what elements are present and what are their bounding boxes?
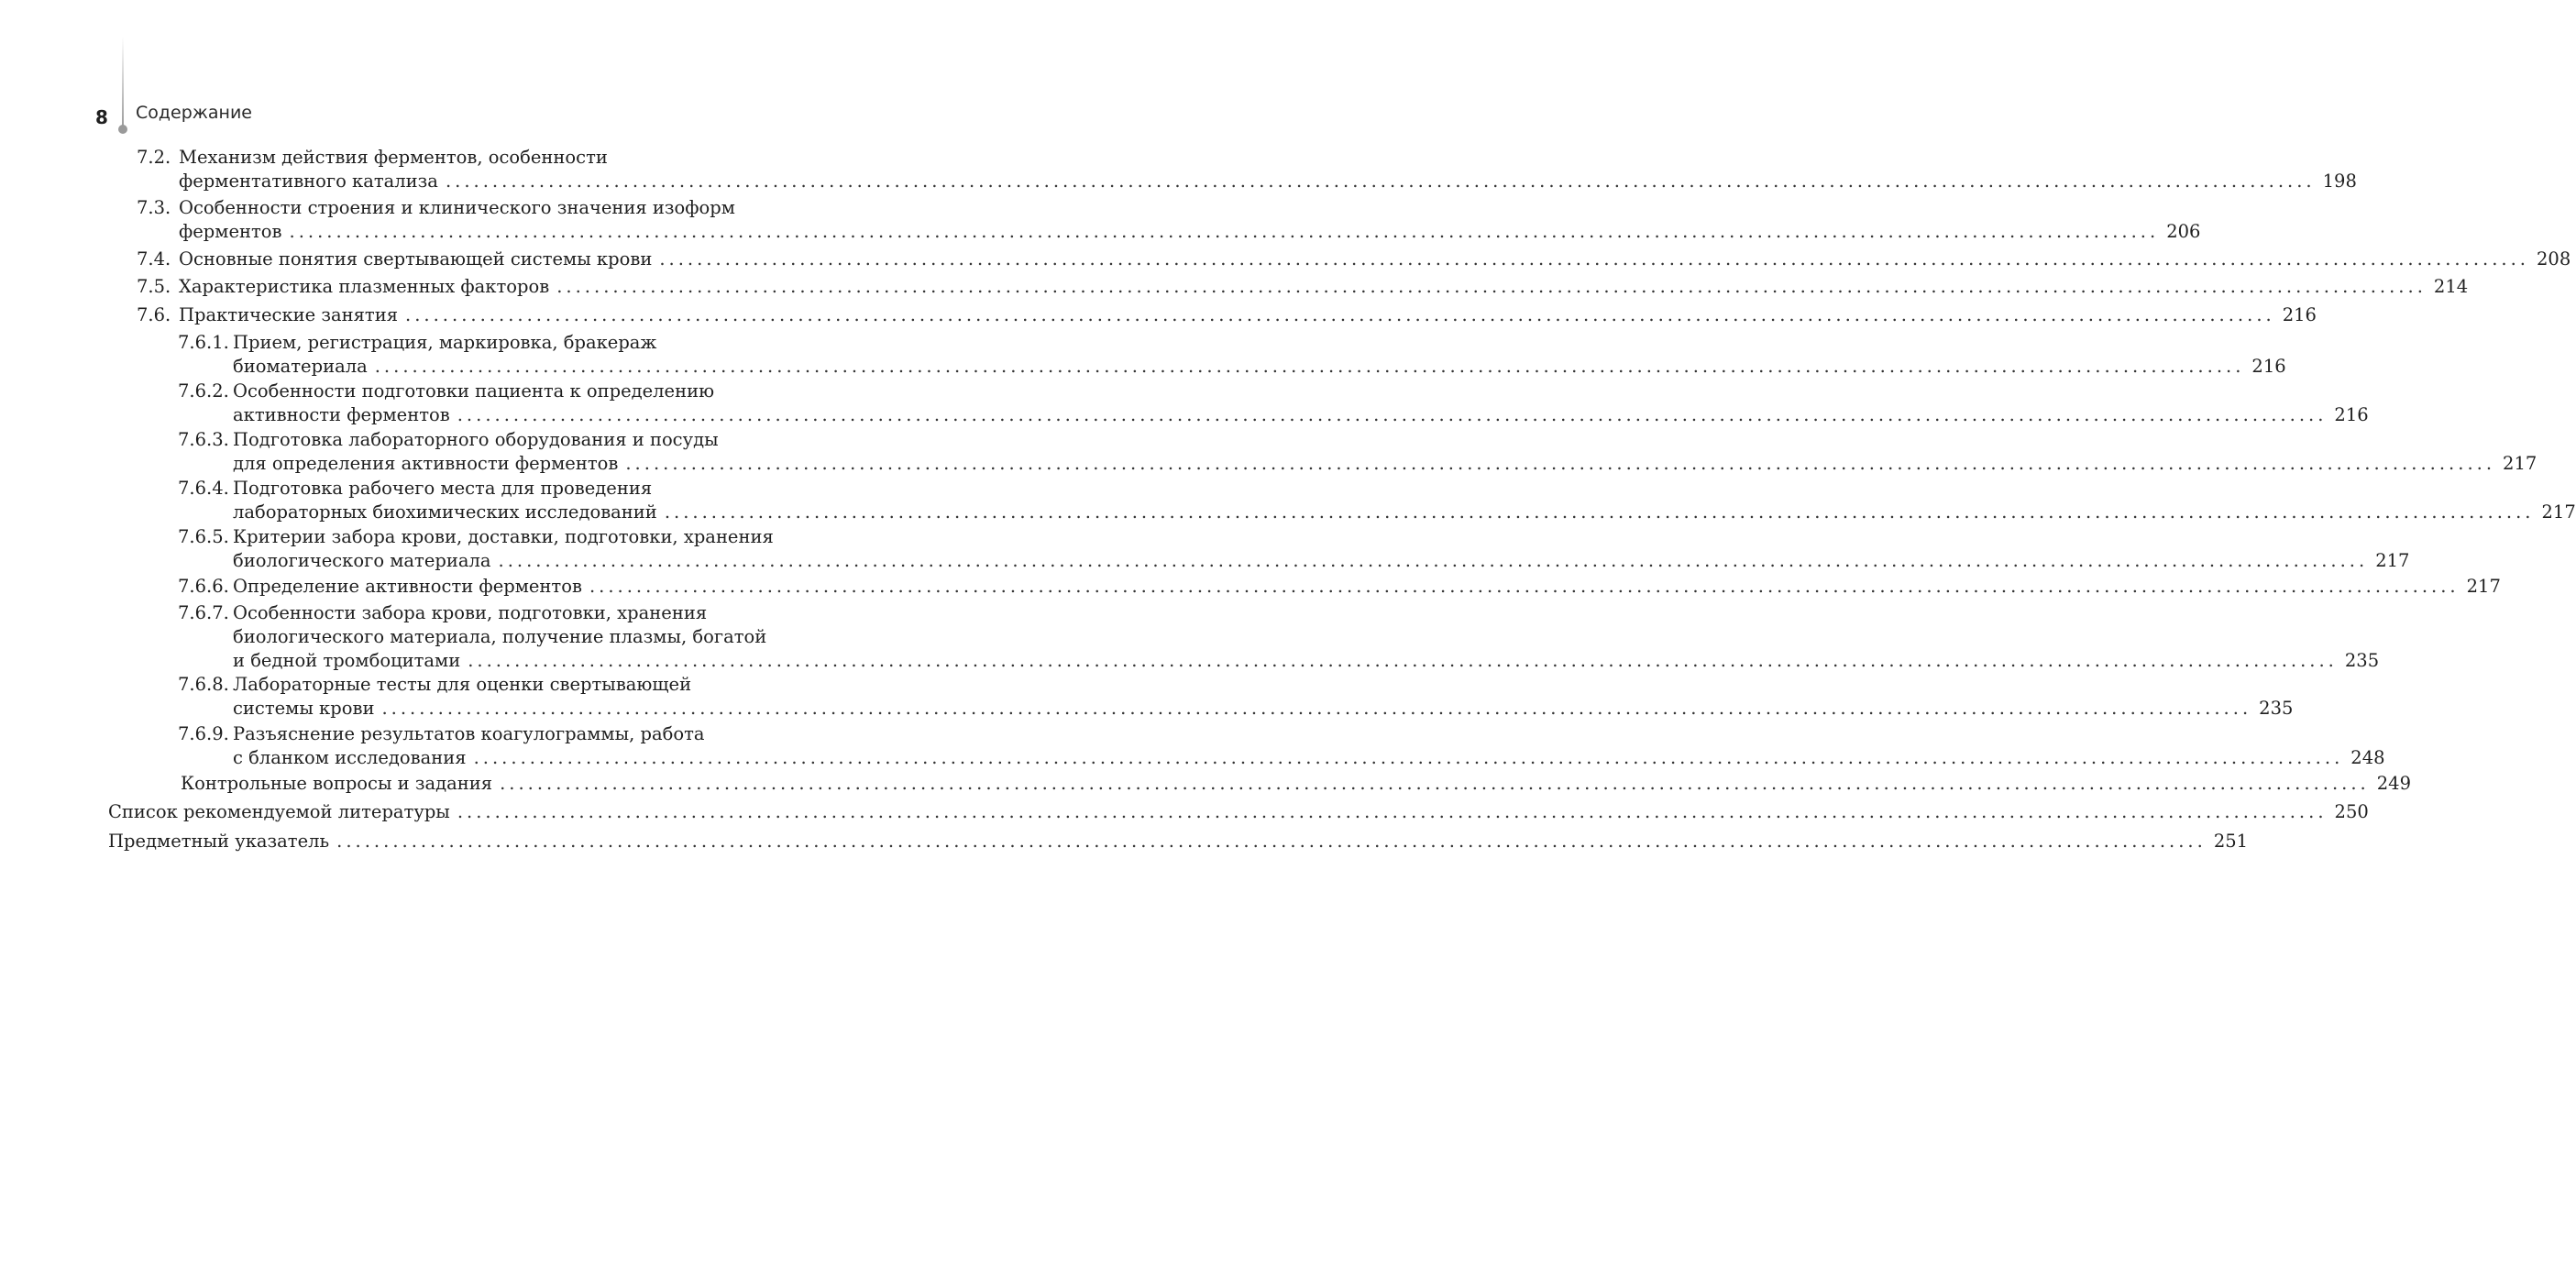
toc-entry-title: Определение активности ферментов	[233, 576, 582, 597]
toc-entry-line	[0, 525, 917, 549]
toc-entry-title: Практические занятия	[179, 304, 399, 325]
toc-entry-number: 7.5.	[137, 276, 171, 297]
toc-entry-line	[0, 248, 2571, 271]
toc-entry-number: 7.6.3.	[178, 429, 229, 450]
dot-leader: ........................................................................................................................................................................................................	[468, 650, 2338, 671]
toc-entry[interactable]	[0, 248, 2571, 271]
toc-page-number: 235	[2344, 650, 2380, 671]
page-number: 8	[95, 106, 108, 128]
dot-leader: ........................................................................................................................................................................................................	[381, 698, 2252, 719]
toc-entry-title: Критерии забора крови, доставки, подготовки, хранения	[233, 526, 774, 547]
toc-entry-line	[0, 575, 2501, 599]
dot-leader: ........................................................................................................................................................................................................	[445, 171, 2316, 192]
toc-entry-title: ферментов	[179, 221, 282, 242]
toc-entry-title: биоматериала	[233, 356, 368, 377]
toc-entry-title: Разъяснение результатов коагулограммы, работа	[233, 723, 705, 744]
toc-entry-line	[0, 220, 2201, 244]
toc-entry-line	[0, 722, 917, 746]
dot-leader: ........................................................................................................................................................................................................	[457, 801, 2328, 822]
toc-entry-title: Механизм действия ферментов, особенности	[179, 147, 608, 168]
toc-entry-number: 7.3.	[137, 197, 171, 218]
toc-page-number: 250	[2334, 801, 2369, 822]
toc-entry-line	[0, 549, 2410, 573]
toc-entry-number: 7.6.4.	[178, 478, 229, 499]
toc-entry[interactable]	[0, 772, 2411, 796]
running-title: Содержание	[136, 103, 252, 123]
dot-leader: ........................................................................................................................................................................................................	[473, 747, 2344, 768]
toc-entry-number: 7.6.2.	[178, 380, 229, 402]
toc-entry-number: 7.2.	[137, 147, 171, 168]
toc-entry-line	[0, 452, 2537, 476]
toc-entry-line	[0, 380, 917, 403]
toc-page-number: 235	[2259, 698, 2294, 719]
toc-entry-line	[0, 428, 917, 452]
toc-entry-number: 7.6.	[137, 304, 171, 325]
dot-leader: ........................................................................................................................................................................................................	[556, 276, 2427, 297]
toc-entry-number: 7.6.1.	[178, 332, 229, 353]
toc-entry-title: Контрольные вопросы и задания	[181, 773, 493, 794]
toc-page-number: 208	[2537, 248, 2571, 270]
toc-entry-line	[0, 331, 917, 355]
toc-entry-line	[0, 697, 2294, 721]
toc-entry-line	[0, 303, 2317, 327]
toc-entry[interactable]	[0, 303, 2317, 327]
dot-leader: ........................................................................................................................................................................................................	[498, 550, 2369, 571]
toc-entry[interactable]	[0, 525, 2410, 573]
toc-entry-number: 7.6.6.	[178, 576, 229, 597]
toc-entry-line	[0, 146, 917, 170]
toc-entry-title: Подготовка рабочего места для проведения	[233, 478, 653, 499]
toc-page-number: 248	[2350, 747, 2385, 768]
toc-entry[interactable]	[0, 722, 2385, 770]
dot-leader: ........................................................................................................................................................................................................	[289, 221, 2160, 242]
toc-entry-line	[0, 170, 2357, 193]
toc-entry-line	[0, 830, 2249, 853]
toc-entry-title: Список рекомендуемой литературы	[108, 801, 450, 822]
dot-leader: ........................................................................................................................................................................................................	[374, 356, 2245, 377]
toc-entry-title: Основные понятия свертывающей системы крови	[179, 248, 653, 270]
dot-leader: ........................................................................................................................................................................................................	[625, 453, 2496, 474]
toc-page-number: 198	[2322, 171, 2357, 192]
toc-entry-line	[0, 772, 2411, 796]
toc-entry[interactable]	[0, 428, 2537, 476]
toc-entry-number: 7.4.	[137, 248, 171, 270]
toc-page-number: 206	[2166, 221, 2201, 242]
toc-entry-line	[0, 601, 917, 625]
toc-page-number: 249	[2376, 773, 2411, 794]
toc-entry-title: лабораторных биохимических исследований	[233, 501, 657, 523]
toc-page-number: 217	[2375, 550, 2410, 571]
toc-entry-title: Прием, регистрация, маркировка, бракераж	[233, 332, 657, 353]
toc-entry-line	[0, 477, 917, 501]
toc-page-number: 216	[2334, 404, 2369, 425]
toc-entry[interactable]	[0, 146, 2357, 193]
dot-leader: ........................................................................................................................................................................................................	[664, 501, 2535, 523]
toc-entry-title: для определения активности ферментов	[233, 453, 619, 474]
dot-leader: ........................................................................................................................................................................................................	[589, 576, 2460, 597]
toc-page-number: 214	[2433, 276, 2469, 297]
toc-entry-title: Особенности строения и клинического значения изоформ	[179, 197, 735, 218]
dot-leader: ........................................................................................................................................................................................................	[457, 404, 2328, 425]
dot-leader: ........................................................................................................................................................................................................	[659, 248, 2530, 270]
toc-entry-title: Подготовка лабораторного оборудования и посуды	[233, 429, 719, 450]
toc-entry-title: Лабораторные тесты для оценки свертывающей	[233, 674, 692, 695]
toc-entry-title: Особенности забора крови, подготовки, хранения	[233, 602, 708, 623]
toc-entry-line	[0, 355, 2286, 379]
toc-entry[interactable]	[0, 673, 2294, 721]
toc-entry[interactable]	[0, 601, 2380, 673]
toc-entry-number: 7.6.9.	[178, 723, 229, 744]
toc-entry-line	[0, 746, 2385, 770]
toc-entry[interactable]	[0, 196, 2201, 244]
toc-entry-line	[0, 673, 917, 697]
toc-entry-line	[0, 800, 2369, 824]
toc-entry[interactable]	[0, 830, 2249, 853]
toc-page-number: 216	[2282, 304, 2317, 325]
toc-entry[interactable]	[0, 575, 2501, 599]
toc-entry-title: биологического материала, получение плазмы, богатой	[233, 626, 767, 647]
toc-entry-number: 7.6.7.	[178, 602, 229, 623]
toc-entry-line	[0, 196, 917, 220]
toc-page-number: 216	[2251, 356, 2286, 377]
toc-entry-title: активности ферментов	[233, 404, 450, 425]
toc-entry-line	[0, 501, 2576, 524]
toc-entry-line	[0, 403, 2369, 427]
toc-entry-title: биологического материала	[233, 550, 491, 571]
toc-entry[interactable]	[0, 477, 2576, 524]
toc-entry-title: с бланком исследования	[233, 747, 467, 768]
toc-entry-title: Особенности подготовки пациента к определению	[233, 380, 715, 402]
toc-entry-line	[0, 625, 917, 649]
dot-leader: ........................................................................................................................................................................................................	[500, 773, 2370, 794]
toc-entry-line	[0, 275, 2469, 299]
toc-entry[interactable]	[0, 331, 2286, 379]
toc-entry[interactable]	[0, 275, 2469, 299]
toc-entry-title: ферментативного катализа	[179, 171, 438, 192]
toc-entry[interactable]	[0, 380, 2369, 427]
toc-entry-line	[0, 649, 2380, 673]
toc-entry-title: и бедной тромбоцитами	[233, 650, 461, 671]
toc-entry-title: системы крови	[233, 698, 375, 719]
dot-leader: ........................................................................................................................................................................................................	[336, 831, 2207, 852]
toc-page-number: 217	[2466, 576, 2501, 597]
toc-page-number: 217	[2541, 501, 2576, 523]
toc-page-number: 251	[2213, 831, 2249, 852]
toc-entry[interactable]	[0, 800, 2369, 824]
dot-leader: ........................................................................................................................................................................................................	[405, 304, 2275, 325]
toc-entry-title: Характеристика плазменных факторов	[179, 276, 550, 297]
toc-page-number: 217	[2503, 453, 2537, 474]
toc-entry-number: 7.6.5.	[178, 526, 229, 547]
toc-entry-title: Предметный указатель	[108, 831, 330, 852]
toc-entry-number: 7.6.8.	[178, 674, 229, 695]
